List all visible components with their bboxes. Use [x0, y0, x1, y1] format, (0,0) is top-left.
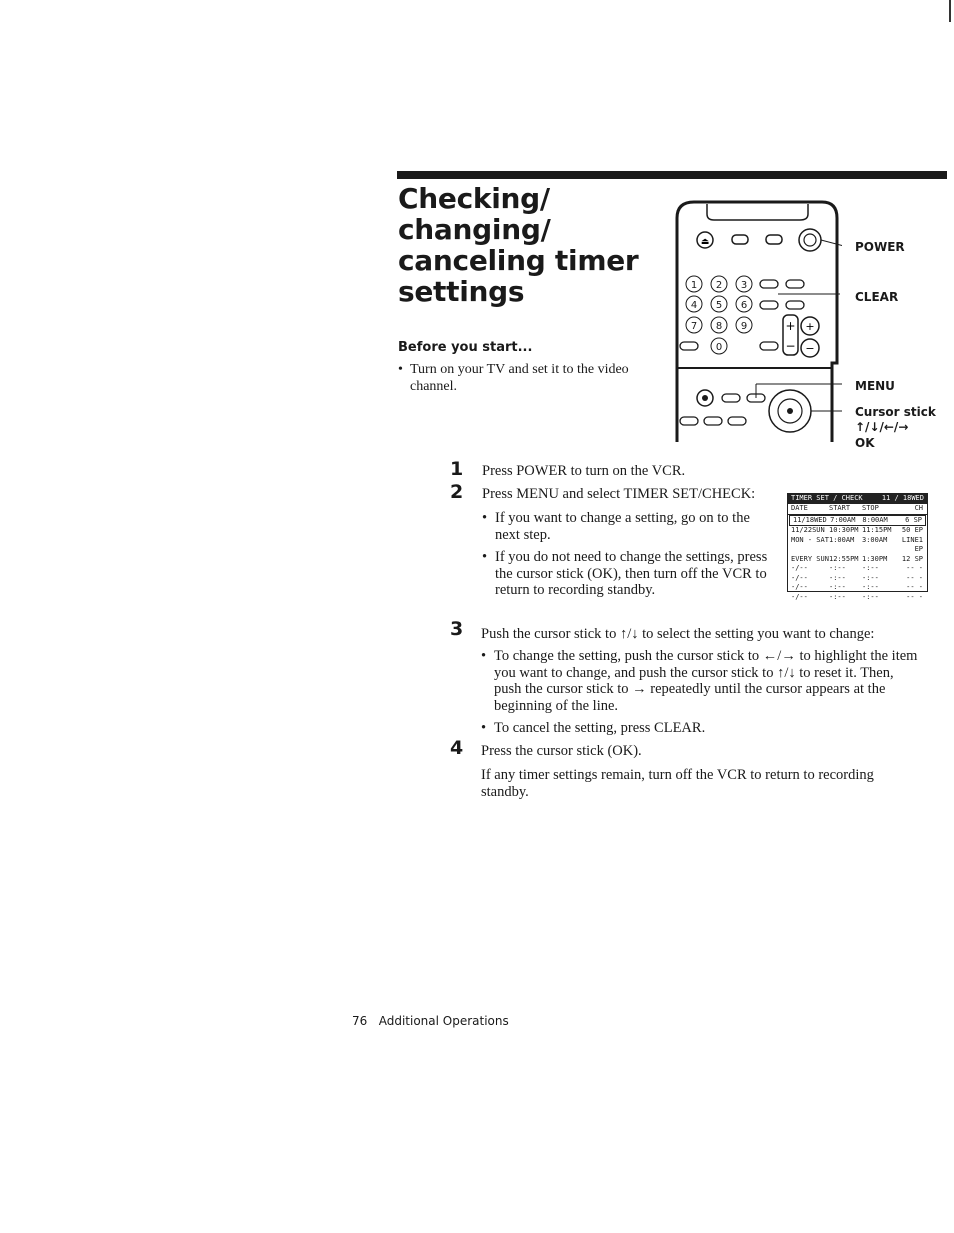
label-power: POWER: [855, 240, 905, 254]
step-3-bullet-2: • To cancel the setting, press CLEAR.: [494, 720, 922, 737]
svg-text:1: 1: [690, 280, 698, 291]
step-4-text: Press the cursor stick (OK).: [481, 743, 642, 759]
page-number: 76: [352, 1014, 368, 1028]
svg-text:−: −: [805, 342, 815, 355]
svg-text:⏏: ⏏: [700, 237, 710, 247]
timer-row: -/-- -:-- -:-- -- -: [791, 573, 923, 582]
step-2-bullet-1: • If you want to change a setting, go on to the next step.: [495, 510, 775, 543]
timer-row: 11/22SUN 10:30PM 11:15PM 50 EP: [791, 526, 923, 534]
step-4-after-text: If any timer settings remain, turn off the VCR to return to recording standby.: [481, 767, 874, 800]
label-clear: CLEAR: [855, 290, 899, 304]
label-cursor-stick: Cursor stick: [855, 405, 936, 419]
label-ok: OK: [855, 436, 875, 450]
section-name: Additional Operations: [378, 1014, 509, 1028]
page-footer: [352, 1014, 509, 1028]
step-1-text: Press POWER to turn on the VCR.: [482, 463, 686, 479]
timer-row: -/-- -:-- -:-- -- -: [791, 564, 923, 572]
timer-screen-header: TIMER SET / CHECK 11 / 18WED: [788, 494, 927, 504]
before-you-start-bullet: • Turn on your TV and set it to the video channel.: [398, 362, 629, 394]
svg-text:0: 0: [715, 342, 723, 353]
svg-text:5: 5: [715, 300, 723, 311]
timer-screen-columns: DATE START STOP CH: [788, 504, 927, 515]
svg-text:3: 3: [740, 280, 748, 291]
before-you-start-heading: Before you start...: [398, 340, 533, 355]
svg-text:+: +: [785, 319, 796, 333]
step-1-number: 1: [450, 458, 464, 480]
step-2-text: Press MENU and select TIMER SET/CHECK:: [482, 486, 756, 502]
timer-row: 11/18WED 7:00AM 8:00AM 6 SP: [789, 515, 926, 527]
label-cursor-arrows: ↑/↓/←/→: [855, 420, 909, 434]
timer-row: -/-- -:-- -:-- -- -: [791, 592, 923, 601]
svg-text:8: 8: [715, 321, 723, 332]
step-3-bullet-1: • To change the setting, push the cursor stick to ←/→ to highlight the item you want to change, and push the cursor stick to ↑/↓ to reset it. Then, push the cursor stick to → repeatedly until the cursor appears at the beginning of the line.: [494, 648, 922, 714]
svg-text:4: 4: [690, 300, 698, 311]
svg-text:−: −: [785, 339, 796, 353]
svg-text:9: 9: [740, 321, 748, 332]
step-2-number: 2: [450, 481, 464, 503]
label-menu: MENU: [855, 379, 895, 393]
page-title: Checking/ changing/ canceling timer settings: [398, 182, 639, 308]
timer-row: MON - SAT 1:00AM 3:00AM LINE1 EP: [791, 535, 923, 553]
margin-mark: [949, 0, 951, 22]
svg-text:6: 6: [740, 300, 748, 311]
timer-set-check-screen: [787, 493, 928, 601]
svg-text:7: 7: [690, 321, 698, 332]
timer-row: -/-- -:-- -:-- -- -: [791, 583, 923, 591]
step-4-number: 4: [450, 737, 464, 759]
step-2-bullet-2: • If you do not need to change the settings, press the cursor stick (OK), then turn off the VCR to return to recording standby.: [495, 549, 775, 599]
svg-text:2: 2: [715, 280, 723, 291]
step-3-text: Push the cursor stick to ↑/↓ to select the setting you want to change:: [481, 626, 875, 642]
svg-text:+: +: [805, 320, 815, 333]
timer-row: EVERY SUN 12:55PM 1:30PM 12 SP: [791, 554, 923, 563]
step-3-number: 3: [450, 618, 464, 640]
remote-control-illustration: [672, 198, 842, 442]
header-rule: [397, 171, 947, 179]
